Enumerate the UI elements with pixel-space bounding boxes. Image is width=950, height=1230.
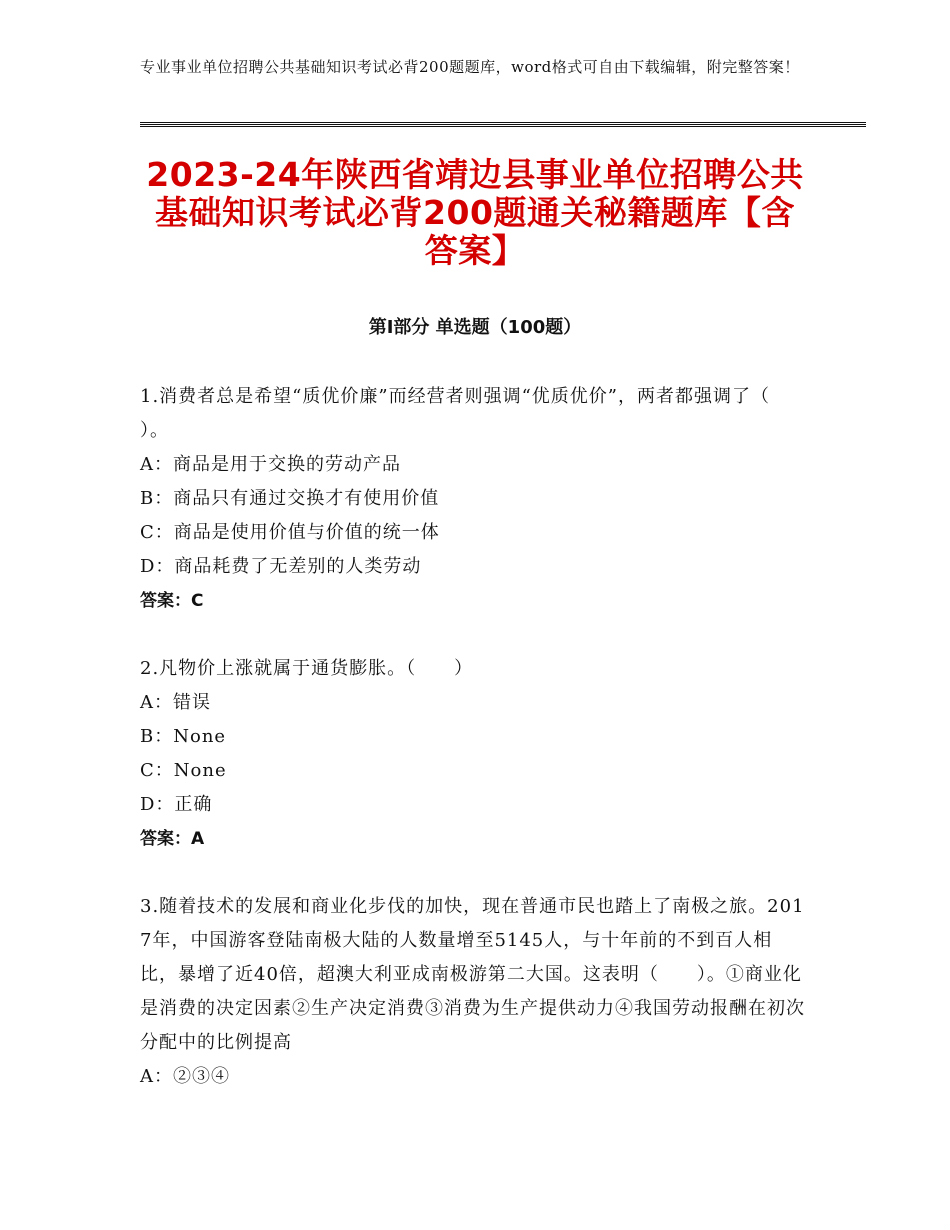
header-divider <box>140 122 866 123</box>
header-note: 专业事业单位招聘公共基础知识考试必背200题题库，word格式可自由下载编辑，附完整答案！ <box>140 58 800 76</box>
question-stem: 2.凡物价上涨就属于通货膨胀。（ ） <box>140 658 474 679</box>
option-a: A：商品是用于交换的劳动产品 <box>140 454 401 475</box>
question-stem: 1.消费者总是希望“质优价廉”而经营者则强调“优质优价”，两者都强调了（ ）。 <box>140 386 808 441</box>
option-b: B：None <box>140 726 227 747</box>
header-divider <box>140 126 866 127</box>
option-d: D：商品耗费了无差别的人类劳动 <box>140 556 422 577</box>
answer-label: 答案：A <box>140 829 205 849</box>
answer-label: 答案：C <box>140 591 204 611</box>
option-a: A：错误 <box>140 692 211 713</box>
header-divider <box>140 124 866 125</box>
question-2 <box>140 652 810 856</box>
option-b: B：商品只有通过交换才有使用价值 <box>140 488 440 509</box>
option-a: A：②③④ <box>140 1066 230 1087</box>
section-heading: 第Ⅰ部分 单选题（100题） <box>368 317 582 338</box>
question-1 <box>140 380 810 618</box>
option-d: D：正确 <box>140 794 213 815</box>
question-3 <box>140 890 810 1094</box>
option-c: C：None <box>140 760 227 781</box>
option-c: C：商品是使用价值与价值的统一体 <box>140 522 440 543</box>
document-title: 2023-24年陕西省靖边县事业单位招聘公共基础知识考试必背200题通关秘籍题库【含答案】 <box>146 155 804 270</box>
question-stem: 3.随着技术的发展和商业化步伐的加快，现在普通市民也踏上了南极之旅。2017年，中国游客登陆南极大陆的人数量增至5145人，与十年前的不到百人相比，暴增了近40倍，超澳大利亚成南极游第二大国。这表明（ ）。①商业化是消费的决定因素②生产决定消费③消费为生产提供动力④我国劳动报酬在初次分配中的比例提高 <box>140 896 805 1053</box>
